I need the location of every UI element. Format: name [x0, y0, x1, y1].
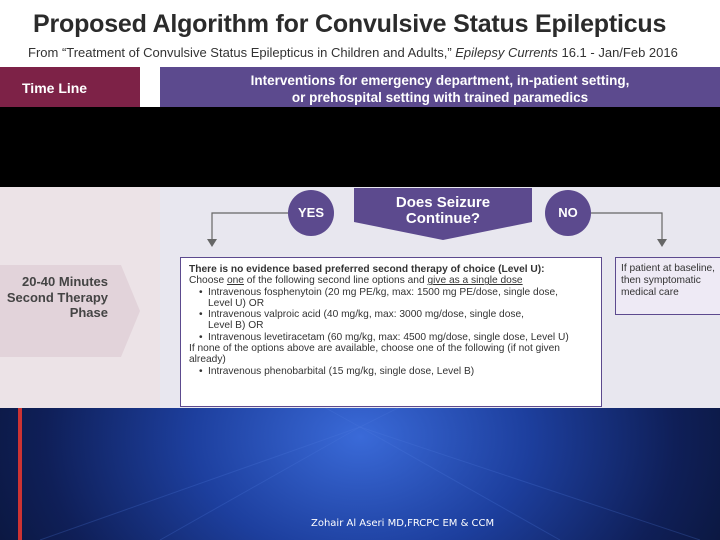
option-levetiracetam	[201, 332, 593, 343]
option-phenobarbital-text: Intravenous phenobarbital (15 mg/kg, single dose, Level B)	[208, 365, 475, 377]
citation-journal: Epilepsy Currents	[455, 45, 558, 60]
option-valproic-acid	[201, 309, 593, 332]
phase-label-line3: Phase	[69, 305, 108, 320]
no-badge: NO	[545, 190, 591, 236]
instruction-part-b: of the following second line options and	[243, 275, 428, 287]
decision-question-line1: Does Seizure	[395, 194, 491, 211]
fallback-options	[189, 366, 593, 377]
citation-prefix: From “Treatment of Convulsive Status Epilepticus in Children and Adults,”	[28, 45, 456, 60]
interventions-header-line2: or prehospital setting with trained paramedics	[291, 90, 589, 105]
citation-suffix: 16.1 - Jan/Feb 2016	[557, 45, 678, 60]
second-therapy-heading: There is no evidence based preferred second therapy of choice (Level U):	[189, 264, 545, 275]
option-fosphenytoin-line2: Level U) OR	[208, 297, 265, 309]
option-phenobarbital	[201, 366, 593, 377]
second-therapy-instruction	[189, 275, 593, 286]
fallback-line1: If none of the options above are available, choose one of the following (if not given	[189, 343, 560, 355]
phase-label-line2: Second Therapy	[6, 289, 108, 305]
baseline-line2: then symptomatic	[621, 275, 701, 286]
option-fosphenytoin	[201, 287, 593, 310]
decision-question	[354, 195, 532, 227]
baseline-line1: If patient at baseline,	[621, 263, 716, 274]
author-credit: Zohair Al Aseri MD,FRCPC EM & CCM	[311, 518, 495, 529]
phase-label-line1: 20-40 Minutes	[22, 274, 108, 289]
page-title: Proposed Algorithm for Convulsive Status Epilepticus	[33, 10, 667, 38]
instruction-one: one	[226, 275, 244, 287]
option-valproic-acid-line2: Level B) OR	[208, 320, 264, 332]
instruction-single-dose: give as a single dose	[427, 275, 523, 287]
baseline-line3: medical care	[621, 287, 679, 298]
option-fosphenytoin-line1: Intravenous fosphenytoin (20 mg PE/kg, max: 1500 mg PE/dose, single dose,	[208, 286, 558, 298]
baseline-box	[615, 257, 720, 315]
interventions-header-line1: Interventions for emergency department, in-patient setting,	[250, 73, 630, 88]
fallback-line2: already)	[189, 354, 226, 366]
timeline-header: Time Line	[0, 67, 140, 107]
decision-question-line2: Continue?	[405, 210, 481, 227]
option-levetiracetam-line1: Intravenous levetiracetam (60 mg/kg, max: 4500 mg/dose, single dose, Level U)	[208, 331, 569, 343]
second-line-options	[189, 287, 593, 343]
yes-badge: YES	[288, 190, 334, 236]
second-therapy-box	[180, 257, 602, 407]
instruction-part-a: Choose	[189, 275, 227, 287]
option-valproic-acid-line1: Intravenous valproic acid (40 mg/kg, max: 3000 mg/dose, single dose,	[208, 309, 524, 321]
